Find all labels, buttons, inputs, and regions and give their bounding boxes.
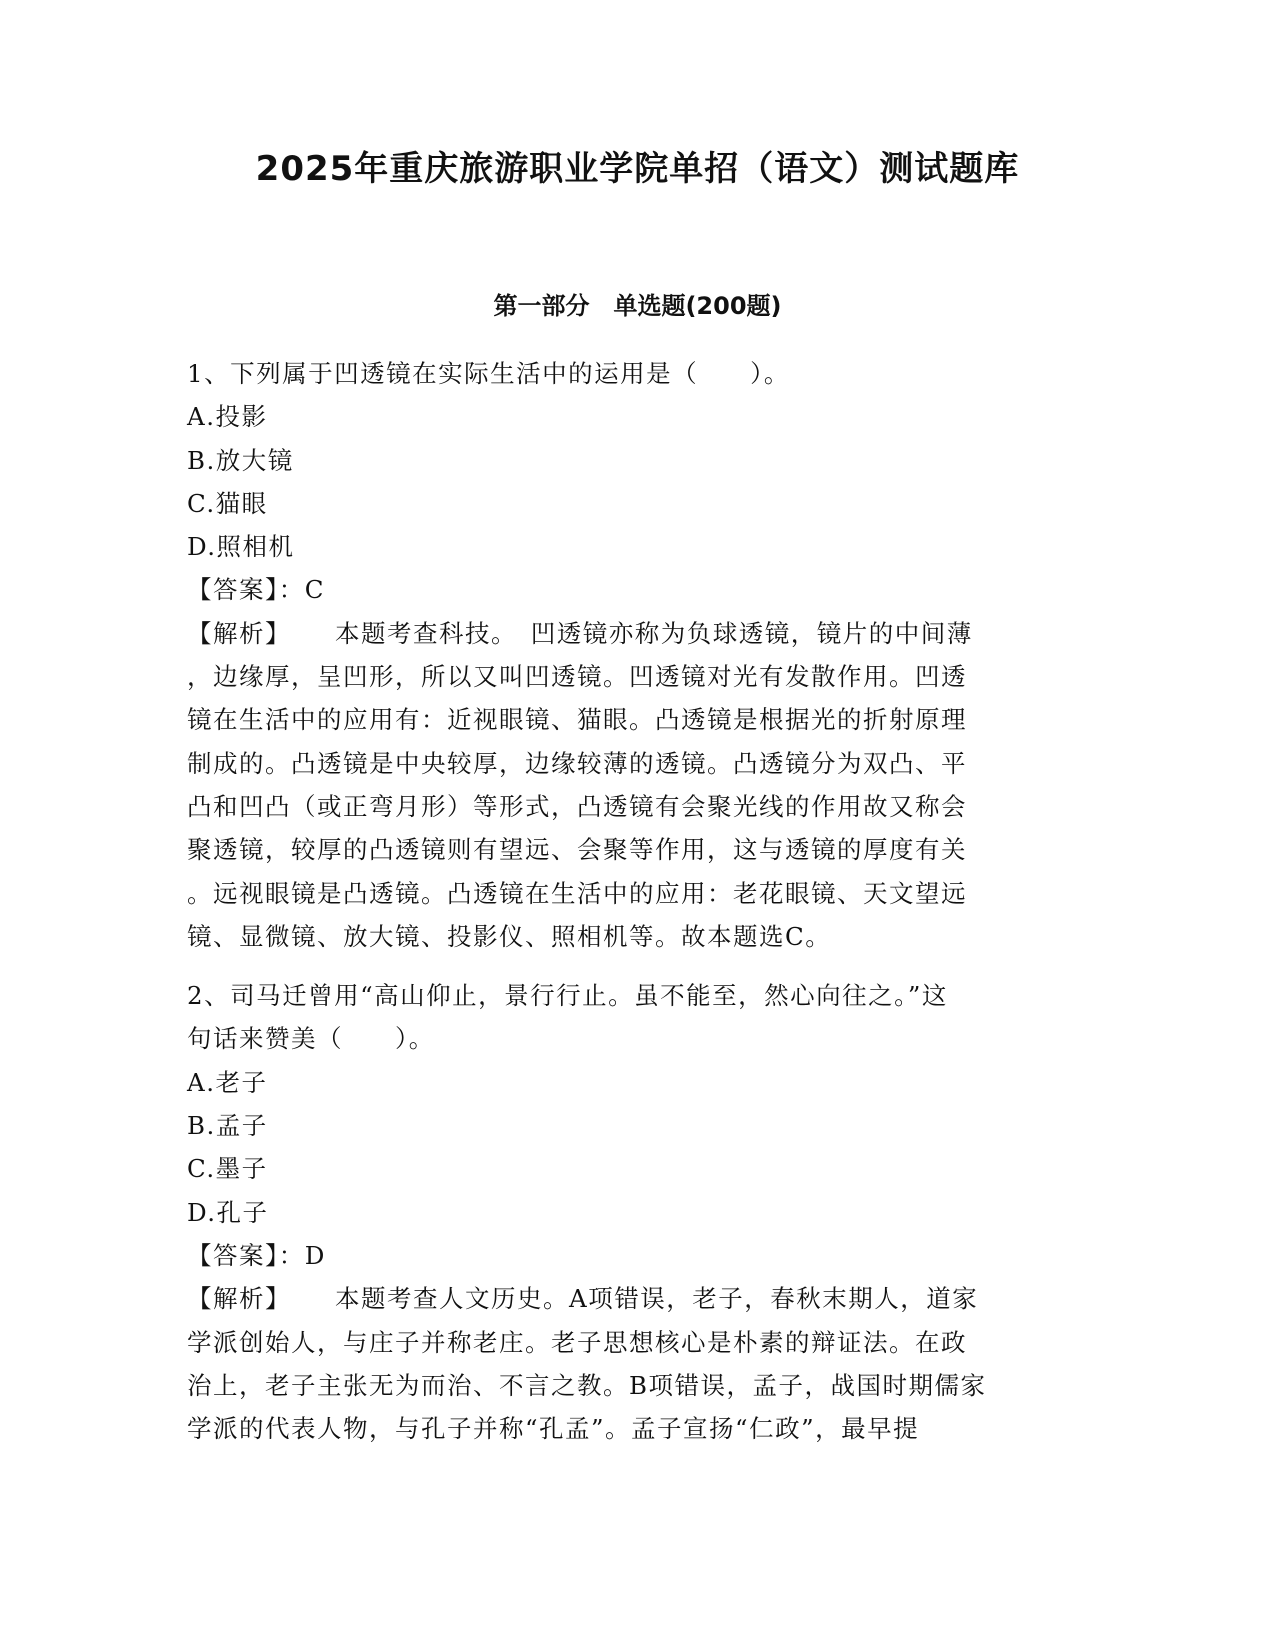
option-d: D.孔子 — [187, 1197, 269, 1227]
option-a: A.老子 — [187, 1067, 268, 1097]
answer-line — [187, 568, 1082, 611]
analysis-line: 学派创始人，与庄子并称老庄。老子思想核心是朴素的辩证法。在政 — [187, 1327, 967, 1357]
analysis-line: 凸和凹凸（或正弯月形）等形式，凸透镜有会聚光线的作用故又称会 — [187, 791, 967, 821]
analysis-line: 镜、显微镜、放大镜、投影仪、照相机等。故本题选C。 — [187, 921, 832, 951]
analysis-text: 本题考查人文历史。A项错误，老子，春秋末期人，道家 — [335, 1284, 979, 1314]
option-d: D.照相机 — [187, 532, 295, 562]
answer-line — [187, 1234, 1082, 1277]
analysis-line: 聚透镜，较厚的凸透镜则有望远、会聚等作用，这与透镜的厚度有关 — [187, 835, 967, 865]
answer-label: 【答案】： — [187, 575, 305, 605]
analysis-text: 本题考查科技。 凹透镜亦称为负球透镜，镜片的中间薄 — [335, 618, 973, 648]
analysis-line — [187, 1277, 1082, 1320]
analysis-line: ，边缘厚，呈凹形，所以又叫凹透镜。凹透镜对光有发散作用。凹透 — [187, 662, 967, 692]
answer-label: 【答案】： — [187, 1240, 305, 1270]
document-title: 2025年重庆旅游职业学院单招（语文）测试题库 — [255, 149, 1020, 189]
section-heading: 第一部分 单选题(200题) — [493, 292, 782, 320]
document-body — [187, 352, 1082, 1466]
analysis-line — [187, 612, 1082, 655]
question-1 — [187, 352, 1082, 958]
analysis-line: 治上，老子主张无为而治、不言之教。B项错误，孟子，战国时期儒家 — [187, 1370, 987, 1400]
question-stem: 2、司马迁曾用“高山仰止，景行行止。虽不能至，然心向往之。”这 — [187, 981, 948, 1011]
analysis-label: 【解析】 — [187, 618, 291, 648]
answer-value: D — [304, 1240, 326, 1270]
question-stem: 1、下列属于凹透镜在实际生活中的运用是（ ）。 — [187, 359, 790, 388]
analysis-line: 制成的。凸透镜是中央较厚，边缘较薄的透镜。凸透镜分为双凸、平 — [187, 748, 967, 778]
option-b: B.放大镜 — [187, 445, 294, 475]
question-2 — [187, 974, 1082, 1450]
analysis-label: 【解析】 — [187, 1284, 291, 1314]
option-c: C.墨子 — [187, 1154, 268, 1184]
question-stem-continued: 句话来赞美（ ）。 — [187, 1024, 435, 1054]
option-c: C.猫眼 — [187, 488, 268, 518]
option-a: A.投影 — [187, 402, 268, 432]
analysis-line: 学派的代表人物，与孔子并称“孔孟”。孟子宣扬“仁政”，最早提 — [187, 1414, 920, 1444]
analysis-line: 镜在生活中的应用有：近视眼镜、猫眼。凸透镜是根据光的折射原理 — [187, 705, 967, 735]
option-b: B.孟子 — [187, 1111, 268, 1141]
answer-value: C — [304, 575, 325, 605]
analysis-line: 。远视眼镜是凸透镜。凸透镜在生活中的应用：老花眼镜、天文望远 — [187, 878, 967, 908]
